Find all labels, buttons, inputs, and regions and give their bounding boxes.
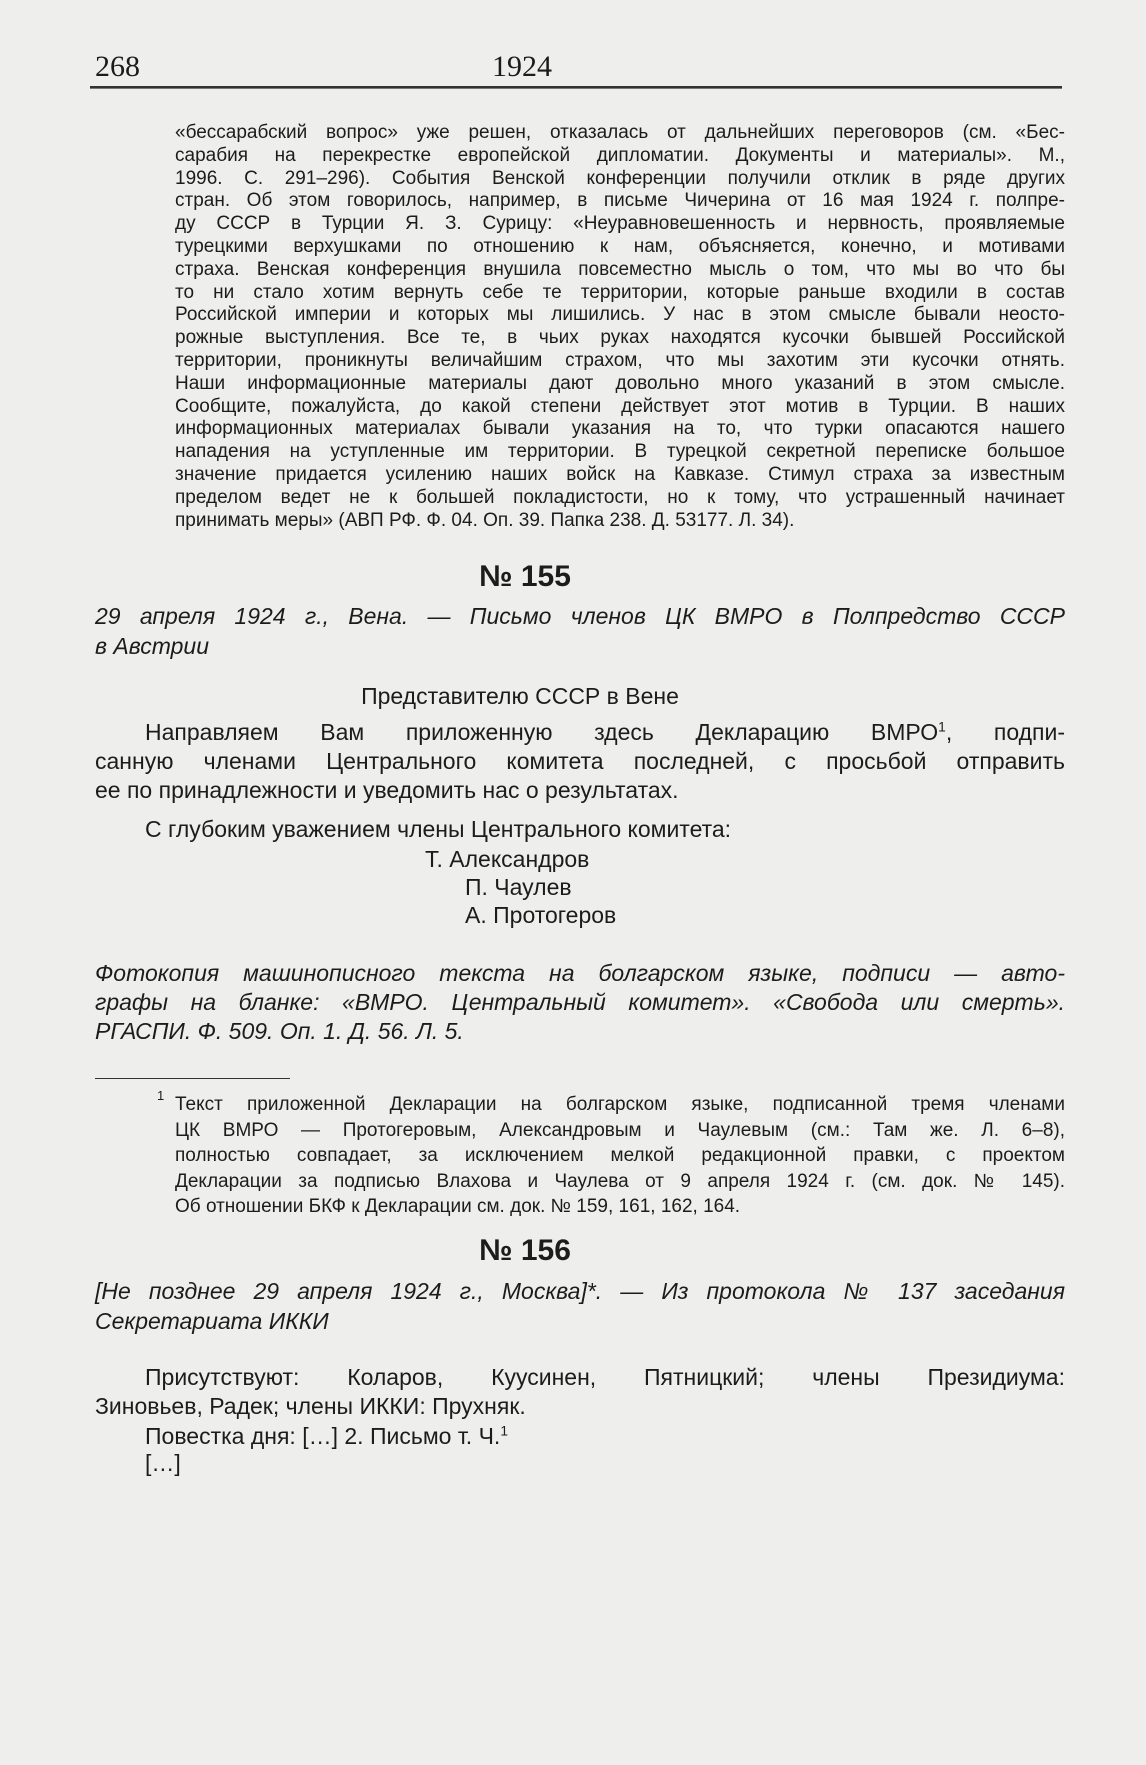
footnote-marker: 1 <box>157 1088 165 1103</box>
page-number: 268 <box>95 50 140 83</box>
text-line: Сообщите, пожалуйста, до какой степени действует этот мотив в Турции. В наших <box>175 395 1065 417</box>
text-line: нападения на уступленные им территории. В турецкой секретной переписке большое <box>175 441 1065 463</box>
text-line: в Австрии <box>95 633 210 659</box>
text-line: ее по принадлежности и уведомить нас о результатах. <box>95 777 679 803</box>
addressee: Представителю СССР в Вене <box>361 683 679 709</box>
running-head-year: 1924 <box>492 50 552 83</box>
text-line: [Не позднее 29 апреля 1924 г., Москва]*. — Из протокола № 137 заседания <box>95 1278 1065 1304</box>
document-number-156: № 156 <box>479 1234 571 1267</box>
text-line: страха. Венская конференция внушила повсеместно мысль о том, что мы во что бы <box>175 258 1065 280</box>
text-line: стран. Об этом говорилось, например, в письме Чичерина от 16 мая 1924 г. полпре- <box>175 190 1065 212</box>
agenda-line <box>145 1423 508 1450</box>
footnote-ref[interactable]: 1 <box>500 1423 508 1439</box>
text-line: территории, проникнуты величайшим страхом, что мы захотим эти кусочки отнять. <box>175 350 1065 371</box>
text-line: «бессарабский вопрос» уже решен, отказалась от дальнейших переговоров (см. «Бес- <box>175 122 1065 143</box>
header-rule <box>90 86 1062 89</box>
text-line: Текст приложенной Декларации на болгарском языке, подписанной тремя членами <box>175 1094 1065 1115</box>
text-line: Декларации за подписью Влахова и Чаулева от 9 апреля 1924 г. (см. док. № 145). <box>175 1170 1065 1192</box>
signature-protogerov: А. Протогеров <box>465 902 617 928</box>
text-line: полностью совпадает, за исключением мелкой редакционной правки, с проектом <box>175 1145 1065 1166</box>
attendees-line-2: Зиновьев, Радек; члены ИККИ: Прухняк. <box>95 1393 526 1419</box>
text-line: ЦК ВМРО — Протогеровым, Александровым и Чаулевым (см.: Там же. Л. 6–8), <box>175 1119 1065 1141</box>
text-line: рожные выступления. Все те, в чьих руках находятся кусочки бывшей Российской <box>175 327 1065 349</box>
text-line: Секретариата ИККИ <box>95 1308 329 1334</box>
text-line: значение придается усилению наших войск на Кавказе. Стимул страха за известным <box>175 464 1065 485</box>
text-line: 29 апреля 1924 г., Вена. — Письмо членов ЦК ВМРО в Полпредство СССР <box>95 603 1065 629</box>
text-line: пределом ведет не к большей покладистости, но к тому, что устрашенный начинает <box>175 486 1065 508</box>
text-line: Фотокопия машинописного текста на болгарском языке, подписи — авто- <box>95 960 1065 986</box>
text-line: 1996. С. 291–296). События Венской конференции получили отклик в ряде других <box>175 167 1065 189</box>
text-line: санную членами Центрального комитета последней, с просьбой отправить <box>95 748 1065 774</box>
attendees-line-1: Присутствуют: Коларов, Куусинен, Пятницкий; члены Президиума: <box>145 1364 1065 1390</box>
text-line: информационных материалах бывали указания на то, что турки опасаются нашего <box>175 418 1065 440</box>
document-number-155: № 155 <box>479 560 571 593</box>
footnote-ref[interactable]: 1 <box>938 719 946 735</box>
ellipsis: […] <box>145 1450 181 1476</box>
letter-text: Направляем Вам приложенную здесь Декларацию ВМРО <box>145 719 939 745</box>
agenda-text: Повестка дня: […] 2. Письмо т. Ч. <box>145 1423 501 1449</box>
text-line: Об отношении БКФ к Декларации см. док. № 159, 161, 162, 164. <box>175 1196 741 1217</box>
signature-aleksandrov: Т. Александров <box>425 846 590 872</box>
text-line: ду СССР в Турции Я. З. Сурицу: «Неуравновешенность и нервность, проявляемые <box>175 213 1065 235</box>
text-line: Наши информационные материалы дают довольно много указаний в этом смысле. <box>175 372 1065 394</box>
text-line: сарабия на перекрестке европейской дипломатии. Документы и материалы». М., <box>175 144 1065 166</box>
text-line: графы на бланке: «ВМРО. Центральный комитет». «Свобода или смерть». <box>95 989 1065 1015</box>
letter-text: , подпи- <box>945 719 1066 745</box>
text-line: принимать меры» (АВП РФ. Ф. 04. Оп. 39. Папка 238. Д. 53177. Л. 34). <box>175 509 795 531</box>
text-line: РГАСПИ. Ф. 509. Оп. 1. Д. 56. Л. 5. <box>95 1018 464 1044</box>
letter-body-first-line <box>145 719 1065 746</box>
text-line: турецкими верхушками по отношению к нам, объясняется, конечно, и мотивами <box>175 236 1065 257</box>
closing-line: С глубоким уважением члены Центрального комитета: <box>145 816 732 842</box>
signature-chaulev: П. Чаулев <box>465 874 572 900</box>
footnote-rule <box>95 1078 290 1079</box>
text-line: Российской империи и которых мы лишились. У нас в этом смысле бывали неосто- <box>175 304 1065 326</box>
text-line: то ни стало хотим вернуть себе те территории, которые раньше входили в состав <box>175 281 1065 303</box>
